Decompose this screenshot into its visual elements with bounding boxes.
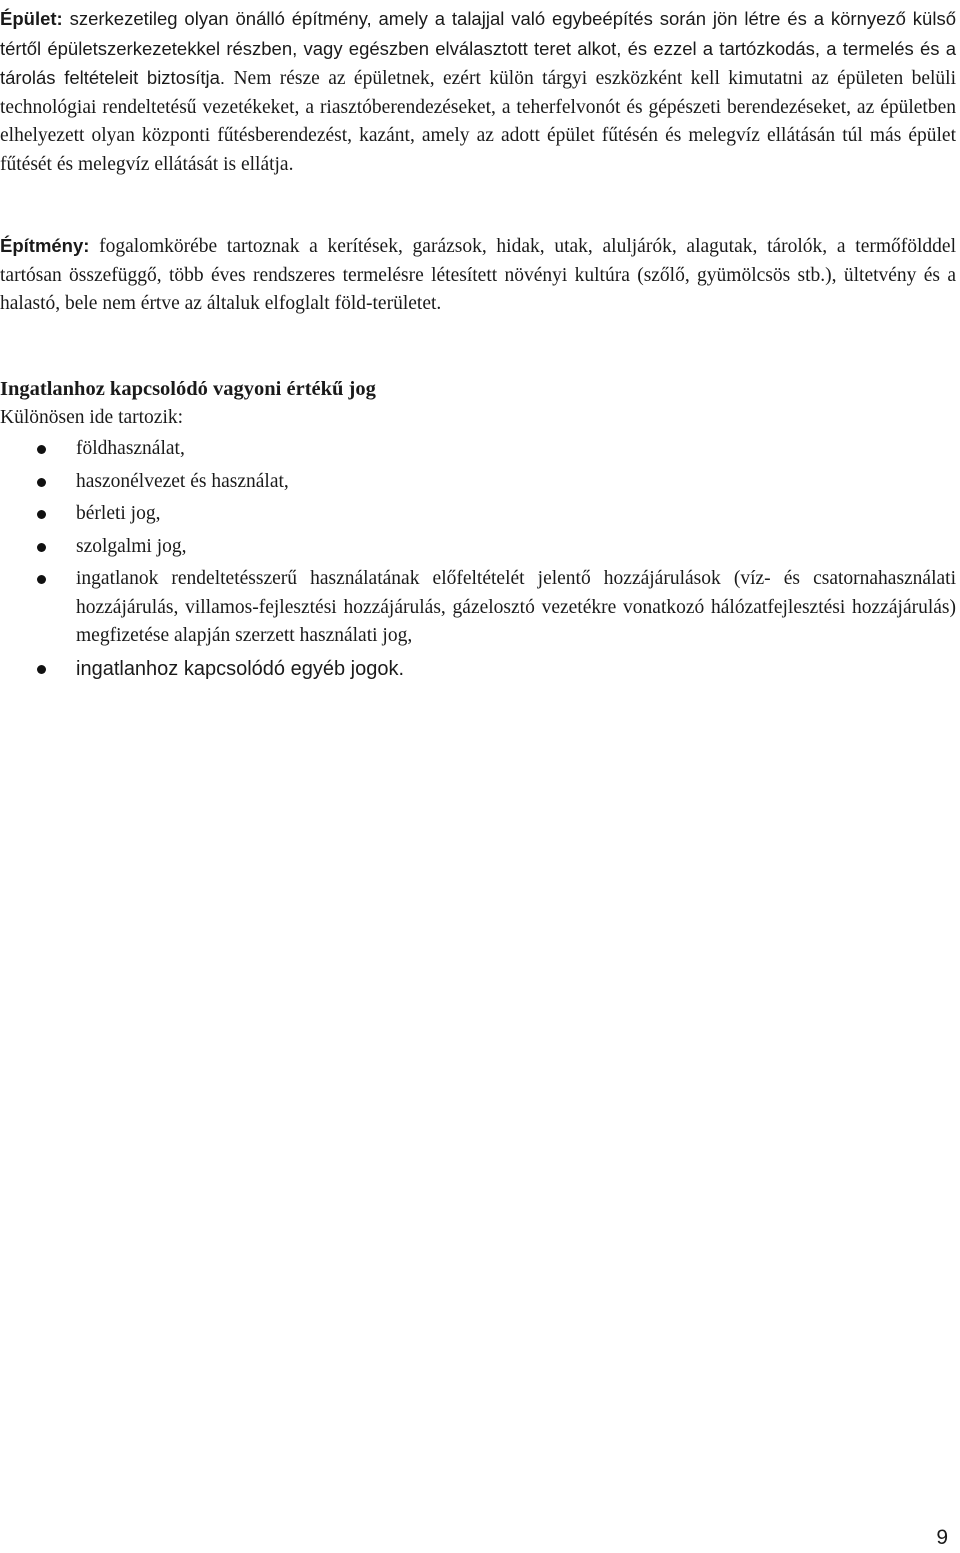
page-number: 9 (936, 1526, 948, 1549)
list-item (0, 655, 956, 684)
bullet-icon (37, 665, 46, 674)
list-item (0, 500, 956, 529)
list-item (0, 435, 956, 464)
term-epitmeny: Építmény: (0, 235, 90, 256)
paragraph-epitmeny (0, 232, 956, 319)
term-epulet: Épület: (0, 8, 63, 29)
bullet-icon (37, 445, 46, 454)
list-item-text: szolgalmi jog, (76, 535, 187, 557)
list-item-text: ingatlanok rendeltetésszerű használatának előfeltételét jelentő hozzájárulások (víz- és csatornahasználati hozzájárulás, villamos-fejlesztési hozzájárulás, gázelosztó vezetékre vonatkozó hálózatfejlesztési hozzájárulás) megfizetése alapján szerzett használati jog, (76, 568, 956, 646)
section-intro: Különösen ide tartozik: (0, 407, 184, 428)
epitmeny-definition: fogalomkörébe tartoznak a kerítések, garázsok, hidak, utak, aluljárók, alagutak, tárolók, a termőfölddel tartósan összefüggő, több éves rendszeres termelésre létesített növényi kultúra (szőlő, gyümölcsös stb.), ültetvény és a halastó, bele nem értve az általuk elfoglalt föld-területet. (0, 236, 956, 314)
bullet-icon (37, 510, 46, 519)
list-item-text: földhasználat, (76, 438, 185, 459)
list-item (0, 468, 956, 497)
list-item-text: ingatlanhoz kapcsolódó egyéb jogok. (76, 657, 405, 680)
list-item-text: bérleti jog, (76, 503, 161, 524)
paragraph-epulet (0, 5, 956, 179)
list-item (0, 533, 956, 562)
list-item-text: haszonélvezet és használat, (76, 470, 289, 492)
epulet-exclusions: Nem része az épületnek, ezért külön tárgyi eszközként kell kimutatni az épületen belüli technológiai rendeltetésű vezetékeket, a riasztóberendezéseket, a teherfelvonót és gépészeti berendezéseket, az épületben elhelyezett olyan központi fűtésberendezést, kazánt, amely az adott épület fűtésén és melegvíz ellátásán túl más épület fűtését és melegvíz ellátását is ellátja. (0, 68, 957, 175)
bullet-icon (37, 478, 46, 487)
bullet-icon (37, 575, 46, 584)
rights-list (0, 435, 956, 687)
list-item (0, 565, 956, 651)
section-heading: Ingatlanhoz kapcsolódó vagyoni értékű jog (0, 378, 376, 400)
bullet-icon (37, 543, 46, 552)
epulet-definition: szerkezetileg olyan önálló építmény, amely a talajjal való egybeépítés során jön létre és a környező külső tértől épületszerkezetekkel részben, vagy egészben elválasztott teret alkot, és ezzel a tartózkodás, a termelés és a tárolás feltételeit biztosítja. (0, 8, 956, 88)
